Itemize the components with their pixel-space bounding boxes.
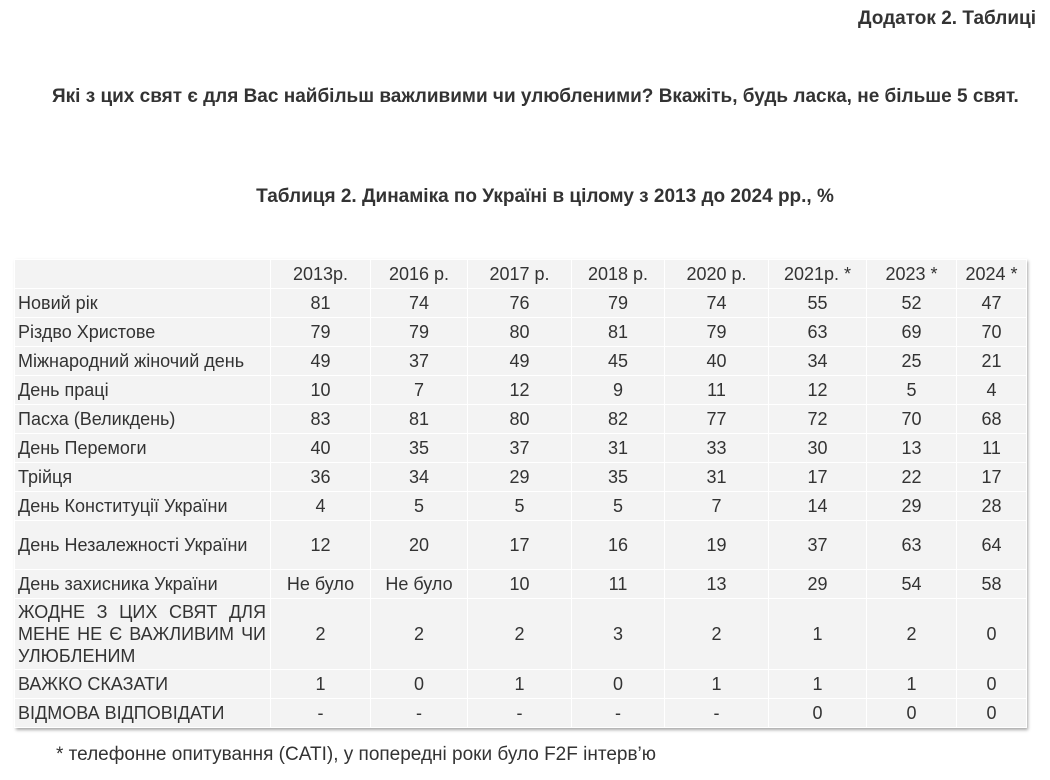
table-cell: 2: [271, 599, 371, 670]
table-cell: 9: [572, 376, 665, 405]
table-cell: 2: [665, 599, 769, 670]
table-cell: 1: [271, 670, 371, 699]
table-row: [15, 405, 1027, 434]
table-cell: 7: [665, 492, 769, 521]
table-cell: 69: [867, 318, 957, 347]
table-cell: 0: [572, 670, 665, 699]
row-label: ЖОДНЕ З ЦИХ СВЯТ ДЛЯ МЕНЕ НЕ Є ВАЖЛИВИМ ЧИ УЛЮБЛЕНИМ: [15, 599, 271, 670]
table-cell: 49: [468, 347, 572, 376]
table-cell: 0: [957, 599, 1027, 670]
table-cell: 11: [572, 570, 665, 599]
table-cell: 72: [769, 405, 867, 434]
table-row: [15, 434, 1027, 463]
table-cell: 55: [769, 289, 867, 318]
table-cell: 34: [769, 347, 867, 376]
table-cell: 49: [271, 347, 371, 376]
table-cell: 16: [572, 521, 665, 570]
holidays-dynamics-table: [14, 259, 1027, 728]
table-cell: 29: [468, 463, 572, 492]
table-cell: 47: [957, 289, 1027, 318]
table-cell: 81: [572, 318, 665, 347]
table-cell: 64: [957, 521, 1027, 570]
survey-question: Які з цих свят є для Вас найбільш важливими чи улюбленими? Вкажіть, будь ласка, не більше 5 свят.: [52, 86, 1019, 107]
row-label: Трійця: [15, 463, 271, 492]
table-cell: 29: [769, 570, 867, 599]
table-cell: 2: [867, 599, 957, 670]
table-cell: 37: [769, 521, 867, 570]
table-cell: 34: [371, 463, 468, 492]
table-cell: 5: [572, 492, 665, 521]
column-header-year: 2020 р.: [665, 260, 769, 289]
table-cell: 76: [468, 289, 572, 318]
table-cell: 80: [468, 405, 572, 434]
table-cell: 25: [867, 347, 957, 376]
table-cell: 35: [572, 463, 665, 492]
table-cell: 12: [271, 521, 371, 570]
table-cell: 52: [867, 289, 957, 318]
table-body: [15, 289, 1027, 728]
column-header-year: 2013р.: [271, 260, 371, 289]
table-cell: 80: [468, 318, 572, 347]
table-cell: 79: [665, 318, 769, 347]
column-header-label: [15, 260, 271, 289]
table-cell: 12: [769, 376, 867, 405]
table-cell: 17: [769, 463, 867, 492]
row-label: Пасха (Великдень): [15, 405, 271, 434]
row-label: ВІДМОВА ВІДПОВІДАТИ: [15, 699, 271, 728]
row-label: День Незалежності України: [15, 521, 271, 570]
table-row: [15, 570, 1027, 599]
column-header-year: 2021р. *: [769, 260, 867, 289]
table-cell: 37: [371, 347, 468, 376]
table-cell: 10: [468, 570, 572, 599]
table-cell: 22: [867, 463, 957, 492]
table-cell: 79: [572, 289, 665, 318]
table-cell: 4: [271, 492, 371, 521]
table-cell: 70: [867, 405, 957, 434]
row-label: День захисника України: [15, 570, 271, 599]
table-row: [15, 463, 1027, 492]
table-cell: 74: [665, 289, 769, 318]
table-cell: 0: [769, 699, 867, 728]
table-row: [15, 699, 1027, 728]
table-cell: 5: [371, 492, 468, 521]
table-container: [14, 259, 1026, 728]
footnote: * телефонне опитування (CATI), у попередні роки було F2F інтерв’ю: [56, 744, 657, 765]
table-cell: 36: [271, 463, 371, 492]
table-cell: 1: [665, 670, 769, 699]
table-cell: 74: [371, 289, 468, 318]
table-cell: -: [371, 699, 468, 728]
table-cell: 1: [468, 670, 572, 699]
table-cell: 83: [271, 405, 371, 434]
table-cell: 77: [665, 405, 769, 434]
table-cell: 37: [468, 434, 572, 463]
table-cell: 63: [769, 318, 867, 347]
table-cell: 21: [957, 347, 1027, 376]
table-cell: 45: [572, 347, 665, 376]
table-cell: Не було: [371, 570, 468, 599]
column-header-year: 2016 р.: [371, 260, 468, 289]
table-cell: 31: [572, 434, 665, 463]
table-cell: 10: [271, 376, 371, 405]
row-label: Міжнародний жіночий день: [15, 347, 271, 376]
column-header-year: 2024 *: [957, 260, 1027, 289]
table-cell: 11: [665, 376, 769, 405]
table-cell: 5: [867, 376, 957, 405]
column-header-year: 2018 р.: [572, 260, 665, 289]
appendix-title: Додаток 2. Таблиці: [858, 8, 1036, 29]
row-label: Різдво Христове: [15, 318, 271, 347]
table-cell: 5: [468, 492, 572, 521]
table-row: [15, 347, 1027, 376]
table-cell: 0: [867, 699, 957, 728]
table-cell: 2: [371, 599, 468, 670]
column-header-year: 2017 р.: [468, 260, 572, 289]
table-cell: 40: [665, 347, 769, 376]
table-cell: 79: [271, 318, 371, 347]
table-cell: 29: [867, 492, 957, 521]
table-cell: 28: [957, 492, 1027, 521]
column-header-year: 2023 *: [867, 260, 957, 289]
table-cell: 17: [957, 463, 1027, 492]
table-cell: 3: [572, 599, 665, 670]
row-label: День праці: [15, 376, 271, 405]
table-row: [15, 492, 1027, 521]
table-cell: 2: [468, 599, 572, 670]
table-cell: 81: [371, 405, 468, 434]
row-label: Новий рік: [15, 289, 271, 318]
row-label: ВАЖКО СКАЗАТИ: [15, 670, 271, 699]
table-cell: 31: [665, 463, 769, 492]
table-cell: -: [665, 699, 769, 728]
table-cell: 63: [867, 521, 957, 570]
table-cell: 35: [371, 434, 468, 463]
table-cell: 0: [957, 699, 1027, 728]
row-label: День Конституції України: [15, 492, 271, 521]
row-label: День Перемоги: [15, 434, 271, 463]
table-cell: 81: [271, 289, 371, 318]
table-cell: 33: [665, 434, 769, 463]
table-row: [15, 376, 1027, 405]
table-cell: -: [468, 699, 572, 728]
table-cell: 13: [867, 434, 957, 463]
table-row: [15, 318, 1027, 347]
table-row: [15, 670, 1027, 699]
table-cell: 20: [371, 521, 468, 570]
table-row: [15, 289, 1027, 318]
table-cell: 0: [957, 670, 1027, 699]
table-cell: 7: [371, 376, 468, 405]
table-cell: 30: [769, 434, 867, 463]
table-cell: 79: [371, 318, 468, 347]
table-cell: 12: [468, 376, 572, 405]
table-cell: 11: [957, 434, 1027, 463]
table-cell: 1: [769, 670, 867, 699]
table-cell: Не було: [271, 570, 371, 599]
table-cell: 58: [957, 570, 1027, 599]
table-cell: 19: [665, 521, 769, 570]
table-cell: 70: [957, 318, 1027, 347]
table-cell: 1: [867, 670, 957, 699]
table-row: [15, 599, 1027, 670]
table-cell: 82: [572, 405, 665, 434]
table-cell: 68: [957, 405, 1027, 434]
table-header-row: [15, 260, 1027, 289]
table-cell: 1: [769, 599, 867, 670]
table-cell: 0: [371, 670, 468, 699]
table-cell: 40: [271, 434, 371, 463]
table-cell: -: [271, 699, 371, 728]
table-cell: 17: [468, 521, 572, 570]
table-row: [15, 521, 1027, 570]
table-cell: 13: [665, 570, 769, 599]
table-cell: 54: [867, 570, 957, 599]
table-title: Таблиця 2. Динаміка по Україні в цілому з 2013 до 2024 рр., %: [256, 186, 834, 207]
table-cell: 4: [957, 376, 1027, 405]
table-cell: -: [572, 699, 665, 728]
table-cell: 14: [769, 492, 867, 521]
